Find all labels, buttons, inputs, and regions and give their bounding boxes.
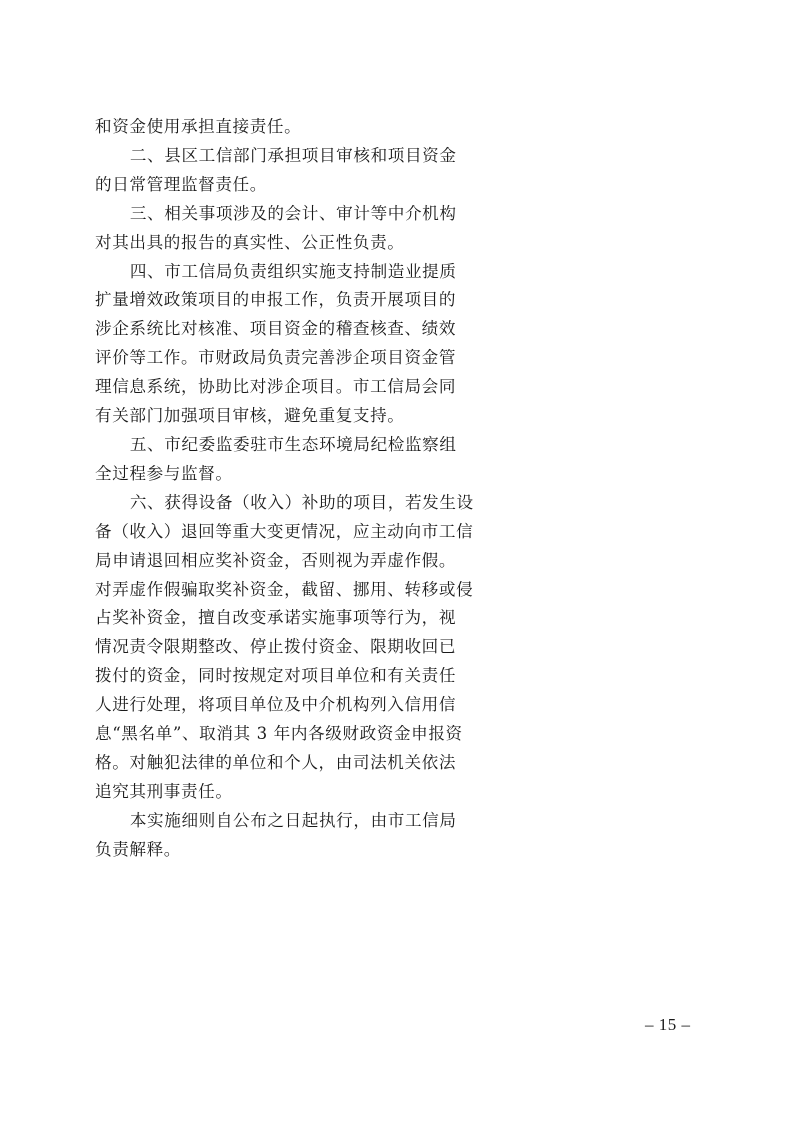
paragraph-line: 人进行处理，将项目单位及中介机构列入信用信 (95, 695, 457, 715)
document-body (95, 113, 699, 865)
paragraph-line: 二、县区工信部门承担项目审核和项目资金 (129, 145, 457, 165)
paragraph-line: 评价等工作。市财政局负责完善涉企项目资金管 (95, 348, 457, 368)
paragraph-line: 全过程参与监督。 (95, 463, 233, 483)
paragraph-line: 占奖补资金，擅自改变承诺实施事项等行为，视 (95, 608, 457, 628)
paragraph-line: 格。对触犯法律的单位和个人，由司法机关依法 (95, 752, 457, 772)
paragraph-line: 理信息系统，协助比对涉企项目。市工信局会同 (95, 377, 457, 397)
paragraph-line: 拨付的资金，同时按规定对项目单位和有关责任 (95, 666, 457, 686)
paragraph-line: 负责解释。 (95, 839, 181, 859)
paragraph (95, 200, 699, 258)
paragraph-line: 局申请退回相应奖补资金，否则视为弄虚作假。 (95, 550, 457, 570)
paragraph (95, 431, 699, 489)
paragraph-line: 扩量增效政策项目的申报工作，负责开展项目的 (95, 290, 457, 310)
paragraph (95, 489, 699, 807)
paragraph-line: 本实施细则自公布之日起执行，由市工信局 (129, 810, 457, 830)
paragraph-line: 六、获得设备（收入）补助的项目，若发生设 (129, 492, 474, 512)
paragraph-line: 和资金使用承担直接责任。 (95, 117, 302, 136)
paragraph (95, 807, 699, 865)
paragraph-line: 五、市纪委监委驻市生态环境局纪检监察组 (129, 434, 457, 454)
paragraph (95, 258, 699, 431)
page-number: – 15 – (645, 1015, 691, 1034)
paragraph-line: 四、市工信局负责组织实施支持制造业提质 (129, 261, 457, 281)
paragraph-line: 追究其刑事责任。 (95, 781, 233, 801)
paragraph-line: 的日常管理监督责任。 (95, 174, 267, 194)
paragraph (95, 113, 699, 142)
paragraph-line: 三、相关事项涉及的会计、审计等中介机构 (129, 203, 457, 223)
paragraph (95, 142, 699, 200)
paragraph-line: 对弄虚作假骗取奖补资金，截留、挪用、转移或侵 (95, 579, 474, 599)
paragraph-line: 有关部门加强项目审核，避免重复支持。 (95, 406, 405, 426)
paragraph-line: 涉企系统比对核准、项目资金的稽查核查、绩效 (95, 319, 457, 339)
paragraph-line: 备（收入）退回等重大变更情况，应主动向市工信 (95, 521, 474, 541)
paragraph-line: 对其出具的报告的真实性、公正性负责。 (95, 232, 405, 252)
paragraph-line: 息“黑名单”、取消其 3 年内各级财政资金申报资 (95, 724, 463, 744)
paragraph-line: 情况责令限期整改、停止拨付资金、限期收回已 (95, 637, 457, 657)
